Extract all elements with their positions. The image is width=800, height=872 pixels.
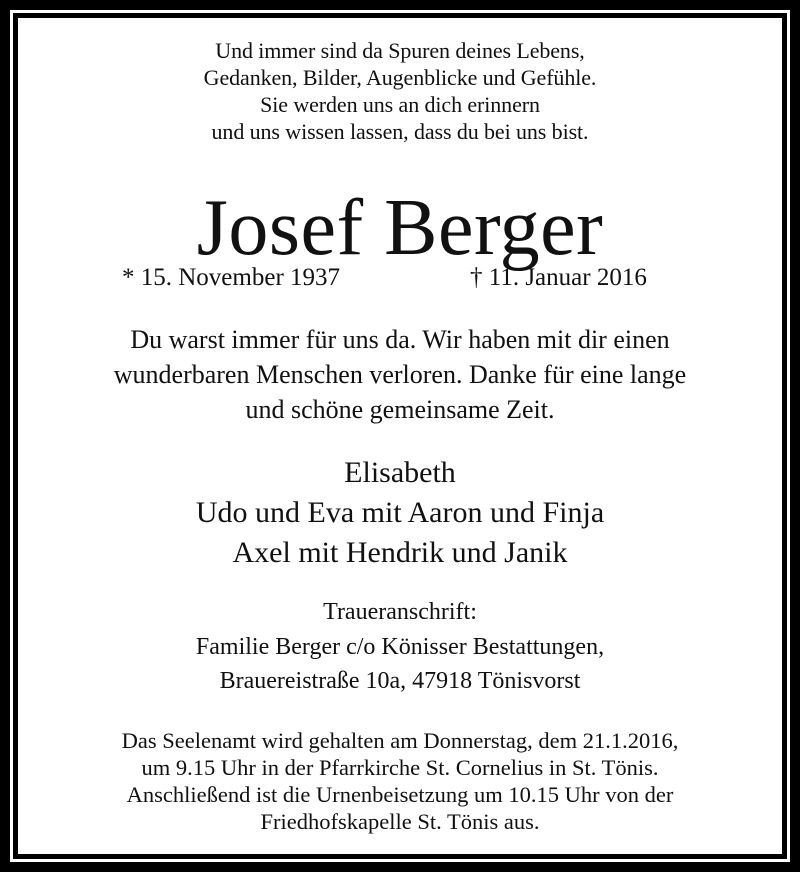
tribute-line: wunderbaren Menschen verloren. Danke für eine lange bbox=[113, 360, 687, 389]
life-dates bbox=[0, 265, 800, 295]
verse-line: und uns wissen lassen, dass du bei uns bist. bbox=[211, 119, 589, 144]
address-line: Familie Berger c/o Könisser Bestattungen, bbox=[195, 634, 605, 660]
birth-date: * 15. November 1937 bbox=[122, 264, 341, 291]
death-date: † 11. Januar 2016 bbox=[470, 264, 647, 291]
service-line: Friedhofskapelle St. Tönis aus. bbox=[260, 809, 540, 834]
verse-line: Gedanken, Bilder, Augenblicke und Gefühle. bbox=[203, 65, 597, 90]
tribute-line: Du warst immer für uns da. Wir haben mit dir einen bbox=[130, 325, 670, 354]
family-member: Udo und Eva mit Aaron und Finja bbox=[195, 496, 605, 529]
service-line: Anschließend ist die Urnenbeisetzung um 10.15 Uhr von der bbox=[126, 782, 674, 807]
service-line: um 9.15 Uhr in der Pfarrkirche St. Cornelius in St. Tönis. bbox=[141, 755, 659, 780]
tribute-line: und schöne gemeinsame Zeit. bbox=[245, 395, 555, 424]
service-line: Das Seelenamt wird gehalten am Donnerstag, dem 21.1.2016, bbox=[121, 728, 679, 753]
address-label: Traueranschrift: bbox=[323, 599, 477, 625]
verse-line: Sie werden uns an dich erinnern bbox=[260, 92, 540, 117]
verse-line: Und immer sind da Spuren deines Lebens, bbox=[215, 38, 585, 63]
deceased-name: Josef Berger bbox=[196, 184, 604, 272]
family-member: Elisabeth bbox=[344, 456, 456, 489]
family-member: Axel mit Hendrik und Janik bbox=[232, 536, 568, 569]
address-line: Brauereistraße 10a, 47918 Tönisvorst bbox=[219, 668, 581, 694]
